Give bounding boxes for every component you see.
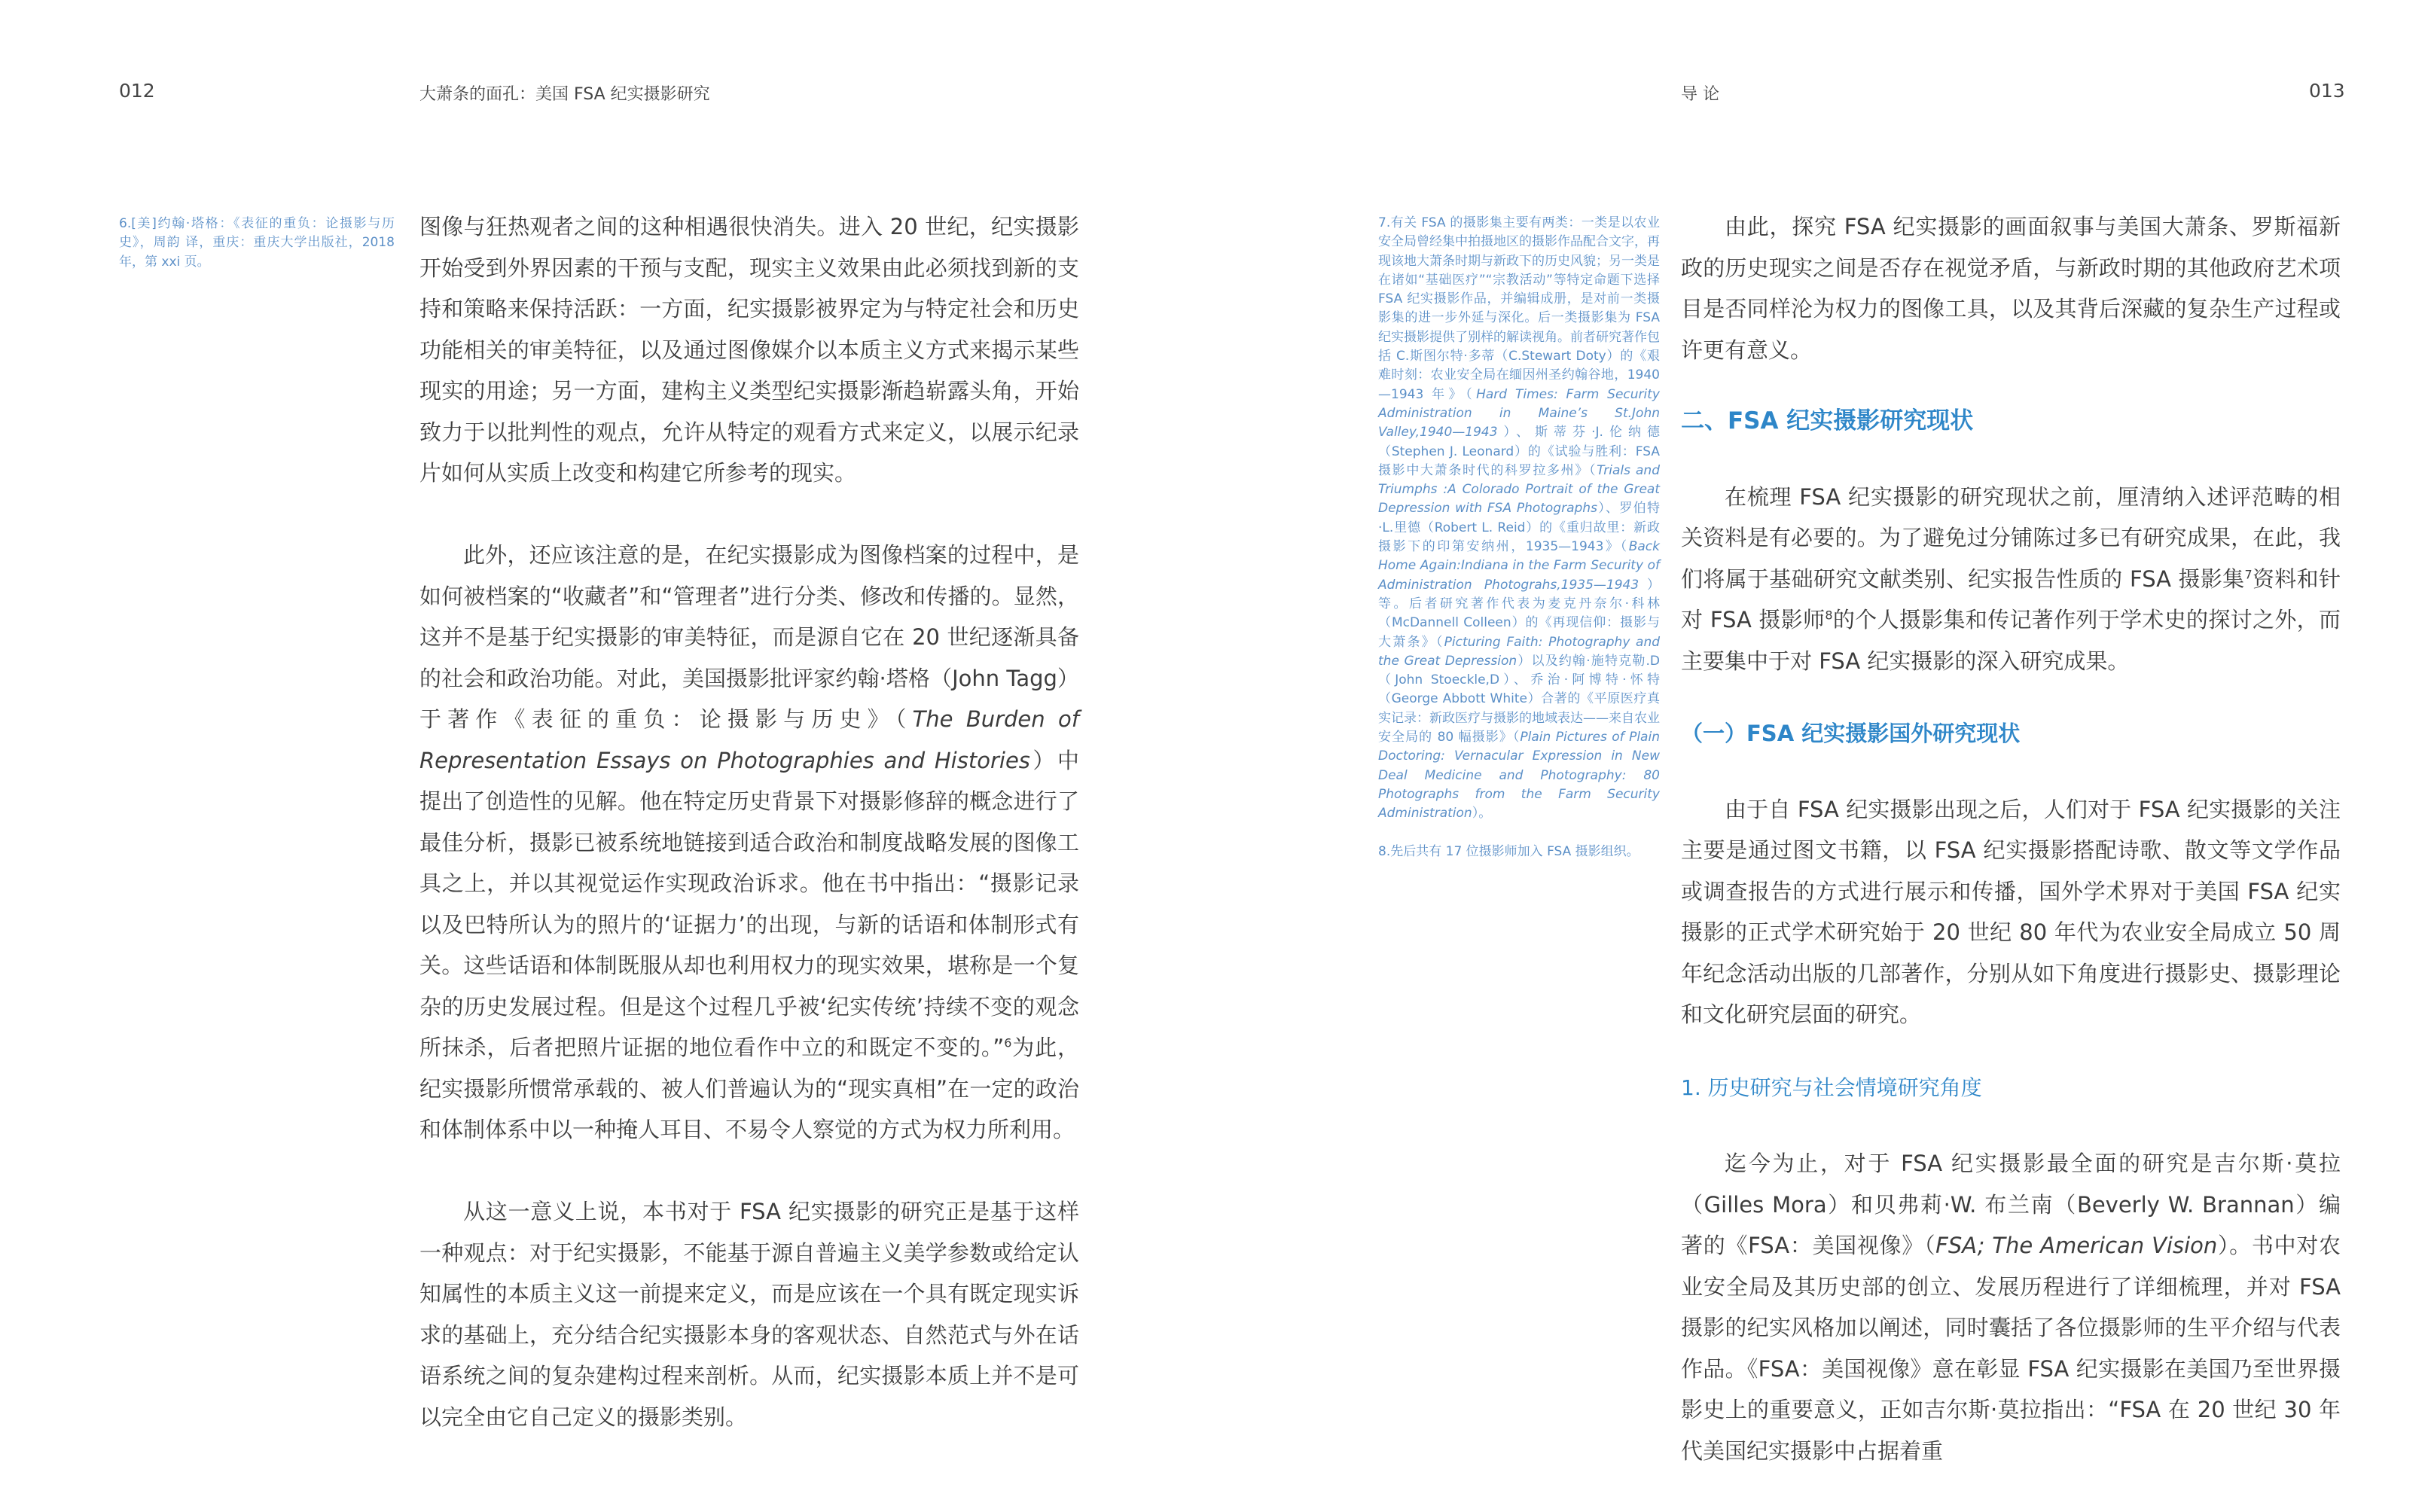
text-run: 迄今为止，对于 FSA 纪实摄影最全面的研究是吉尔斯·莫拉（Gilles Mora）和贝弗莉·W. 布兰南（Beverly W. Brannan）编著的《FSA：美国视像》（ xyxy=(1681,1151,2341,1258)
book-title: Picturing Faith: Photography and the Great Depression xyxy=(1378,634,1661,669)
book-title: Plain Pictures of Plain Doctoring: Vernacular Expression in New Deal Medicine and Photography: 80 Photographs from the Farm Security Administration xyxy=(1378,730,1660,822)
text-run: 7.有关 FSA 的摄影集主要有两类：一类是以农业安全局曾经集中拍摄地区的摄影作品配合文字，再现该地大萧条时期与新政下的历史风貌；另一类是在诸如“基础医疗”“宗教活动”等特定命题下选择 FSA 纪实摄影作品，并编辑成册，是对前一类摄影集的进一步外延与深化。后一类摄影集为 FSA 纪实摄影提供了别样的解读视角。前者研究著作包括 C.斯图尔特·多蒂（C.Stewart Doty）的《艰难时刻：农业安全局在缅因州圣约翰谷地，1940—1943 年》（ xyxy=(1378,215,1660,402)
footnote-text: [美]约翰·塔格：《表征的重负：论摄影与历史》，周韵 译，重庆：重庆大学出版社，2018 年，第 xxi 页。 xyxy=(119,216,395,270)
page-number: 013 xyxy=(2309,80,2345,102)
section-heading xyxy=(1681,401,2341,442)
text-run: ）中提出了创造性的见解。他在特定历史背景下对摄影修辞的概念进行了最佳分析，摄影已被系统地链接到适合政治和制度战略发展的图像工具之上，并以其视觉运作实现政治诉求。他在书中指出：“摄影记录以及巴特所认为的照片的‘证据力’的出现，与新的话语和体制形式有关。这些话语和体制既服从却也利用权力的现实效果，堪称是一个复杂的历史发展过程。但是这个过程几乎被‘纪实传统’持续不变的观念所抹杀，后者把照片证据的地位看作中立的和既定不变的。” xyxy=(419,747,1079,1060)
right-page xyxy=(1216,0,2431,1512)
paragraph xyxy=(1681,1143,2341,1471)
sub-subsection-heading xyxy=(1681,1067,2341,1109)
running-header: 导 论 xyxy=(1681,85,1719,104)
footnote-marker: 6. xyxy=(119,216,132,231)
footnotes xyxy=(1378,214,1660,861)
subsection-heading xyxy=(1681,713,2341,754)
heading-text: （一）FSA 纪实摄影国外研究现状 xyxy=(1681,721,2021,746)
footnote-7 xyxy=(1378,214,1660,824)
paragraph: 由于自 FSA 纪实摄影出现之后，人们对于 FSA 纪实摄影的关注主要是通过图文书籍，以 FSA 纪实摄影搭配诗歌、散文等文学作品或调查报告的方式进行展示和传播，国外学术界对于美国 FSA 纪实摄影的正式学术研究始于 20 世纪 80 年代为农业安全局成立 50 周年纪念活动出版的几部著作，分别从如下角度进行摄影史、摄影理论和文化研究层面的研究。 xyxy=(1681,796,2341,1027)
running-header: 大萧条的面孔：美国 FSA 纪实摄影研究 xyxy=(419,85,710,104)
footnote-ref[interactable]: 7 xyxy=(2244,566,2253,581)
text-run: ）。书中对农业安全局及其历史部的创立、发展历程进行了详细梳理，并对 FSA 摄影的纪实风格加以阐述，同时囊括了各位摄影师的生平介绍与代表作品。《FSA：美国视像》意在彰显 FSA 纪实摄影在美国乃至世界摄影史上的重要意义，正如吉尔斯·莫拉指出：“FSA 在 20 世纪 30 年代美国纪实摄影中占据着重 xyxy=(1681,1233,2341,1464)
book-title: Back Home Again:Indiana in the Farm Security of Administration Photograhs,1935—1943 xyxy=(1378,539,1660,593)
paragraph xyxy=(1681,477,2341,682)
text-run: ）、斯蒂芬·J.伦纳德（Stephen J. Leonard）的《试验与胜利：FSA 摄影中大萧条时代的科罗拉多州》（ xyxy=(1378,425,1660,478)
paragraph xyxy=(419,535,1079,1151)
text-run: ）。 xyxy=(1472,806,1492,822)
footnote-ref[interactable]: 6 xyxy=(1004,1035,1012,1050)
heading-text: 二、FSA 纪实摄影研究现状 xyxy=(1681,407,1974,434)
footnote-8: 8.先后共有 17 位摄影师加入 FSA 摄影组织。 xyxy=(1378,843,1639,859)
book-title: Trials and Triumphs :A Colorado Portrait of the Great Depression with FSA Photographs xyxy=(1378,462,1660,517)
book-title: The Burden of Representation Essays on Photographies and Histories xyxy=(419,706,1079,773)
text-run: ）以及约翰·施特克勒.D（John Stoeckle,D）、乔治·阿博特·怀特（George Abbott White）合著的《平原医疗真实记录：新政医疗与摄影的地域表达——来自农业安全局的 80 幅摄影》（ xyxy=(1378,653,1660,745)
book-title: Hard Times: Farm Security Administration in Maine’s St.John Valley,1940—1943 xyxy=(1378,386,1660,440)
text-run: ）等。后者研究著作代表为麦克丹奈尔·科林（McDannell Colleen）的《再现信仰：摄影与大萧条》（ xyxy=(1378,577,1660,650)
paragraph: 由此，探究 FSA 纪实摄影的画面叙事与美国大萧条、罗斯福新政的历史现实之间是否存在视觉矛盾，与新政时期的其他政府艺术项目是否同样沦为权力的图像工具，以及其背后深藏的复杂生产过程或许更有意义。 xyxy=(1681,214,2341,363)
heading-text: 1. 历史研究与社会情境研究角度 xyxy=(1681,1075,1982,1100)
paragraph: 图像与狂热观者之间的这种相遇很快消失。进入 20 世纪，纪实摄影开始受到外界因素的干预与支配，现实主义效果由此必须找到新的支持和策略来保持活跃：一方面，纪实摄影被界定为与特定社会和历史功能相关的审美特征，以及通过图像媒介以本质主义方式来揭示某些现实的用途；另一方面，建构主义类型纪实摄影渐趋崭露头角，开始致力于以批判性的观点，允许从特定的观看方式来定义，以展示纪录片如何从实质上改变和构建它所参考的现实。 xyxy=(419,214,1079,486)
book-title: FSA; The American Vision xyxy=(1935,1233,2218,1258)
text-run: 资料和针对 FSA 摄影师 xyxy=(1681,565,2341,633)
text-run: 的个人摄影集和传记著作列于学术史的探讨之外，而主要集中于对 FSA 纪实摄影的深入研究成果。 xyxy=(1681,607,2341,674)
text-run: 此外，还应该注意的是，在纪实摄影成为图像档案的过程中，是如何被档案的“收藏者”和“管理者”进行分类、修改和传播的。显然，这并不是基于纪实摄影的审美特征，而是源自它在 20 世纪逐渐具备的社会和政治功能。对此，美国摄影批评家约翰·塔格（John Tagg）于著作《表征的重负：论摄影与历史》（ xyxy=(419,542,1079,732)
footnote-ref[interactable]: 8 xyxy=(1825,608,1833,623)
text-run: 为此，纪实摄影所惯常承载的、被人们普遍认为的“现实真相”在一定的政治和体制体系中以一种掩人耳目、不易令人察觉的方式为权力所利用。 xyxy=(419,1035,1079,1142)
text-run: ）、罗伯特·L.里德（Robert L. Reid）的《重归故里：新政摄影下的印第安纳州，1935—1943》（ xyxy=(1378,501,1660,555)
text-run: 在梳理 FSA 纪实摄影的研究现状之前，厘清纳入述评范畴的相关资料是有必要的。为了避免过分铺陈过多已有研究成果，在此，我们将属于基础研究文献类别、纪实报告性质的 FSA 摄影集 xyxy=(1681,483,2341,592)
main-text xyxy=(419,206,1079,1437)
paragraph: 从这一意义上说，本书对于 FSA 纪实摄影的研究正是基于这样一种观点：对于纪实摄影，不能基于源自普遍主义美学参数或给定认知属性的本质主义这一前提来定义，而是应该在一个具有既定现实诉求的基础上，充分结合纪实摄影本身的客观状态、自然范式与外在话语系统之间的复杂建构过程来剖析。从而，纪实摄影本质上并不是可以完全由它自己定义的摄影类别。 xyxy=(419,1199,1079,1430)
page-number: 012 xyxy=(119,80,155,102)
footnote-6 xyxy=(119,215,395,272)
main-text xyxy=(1681,206,2341,1471)
